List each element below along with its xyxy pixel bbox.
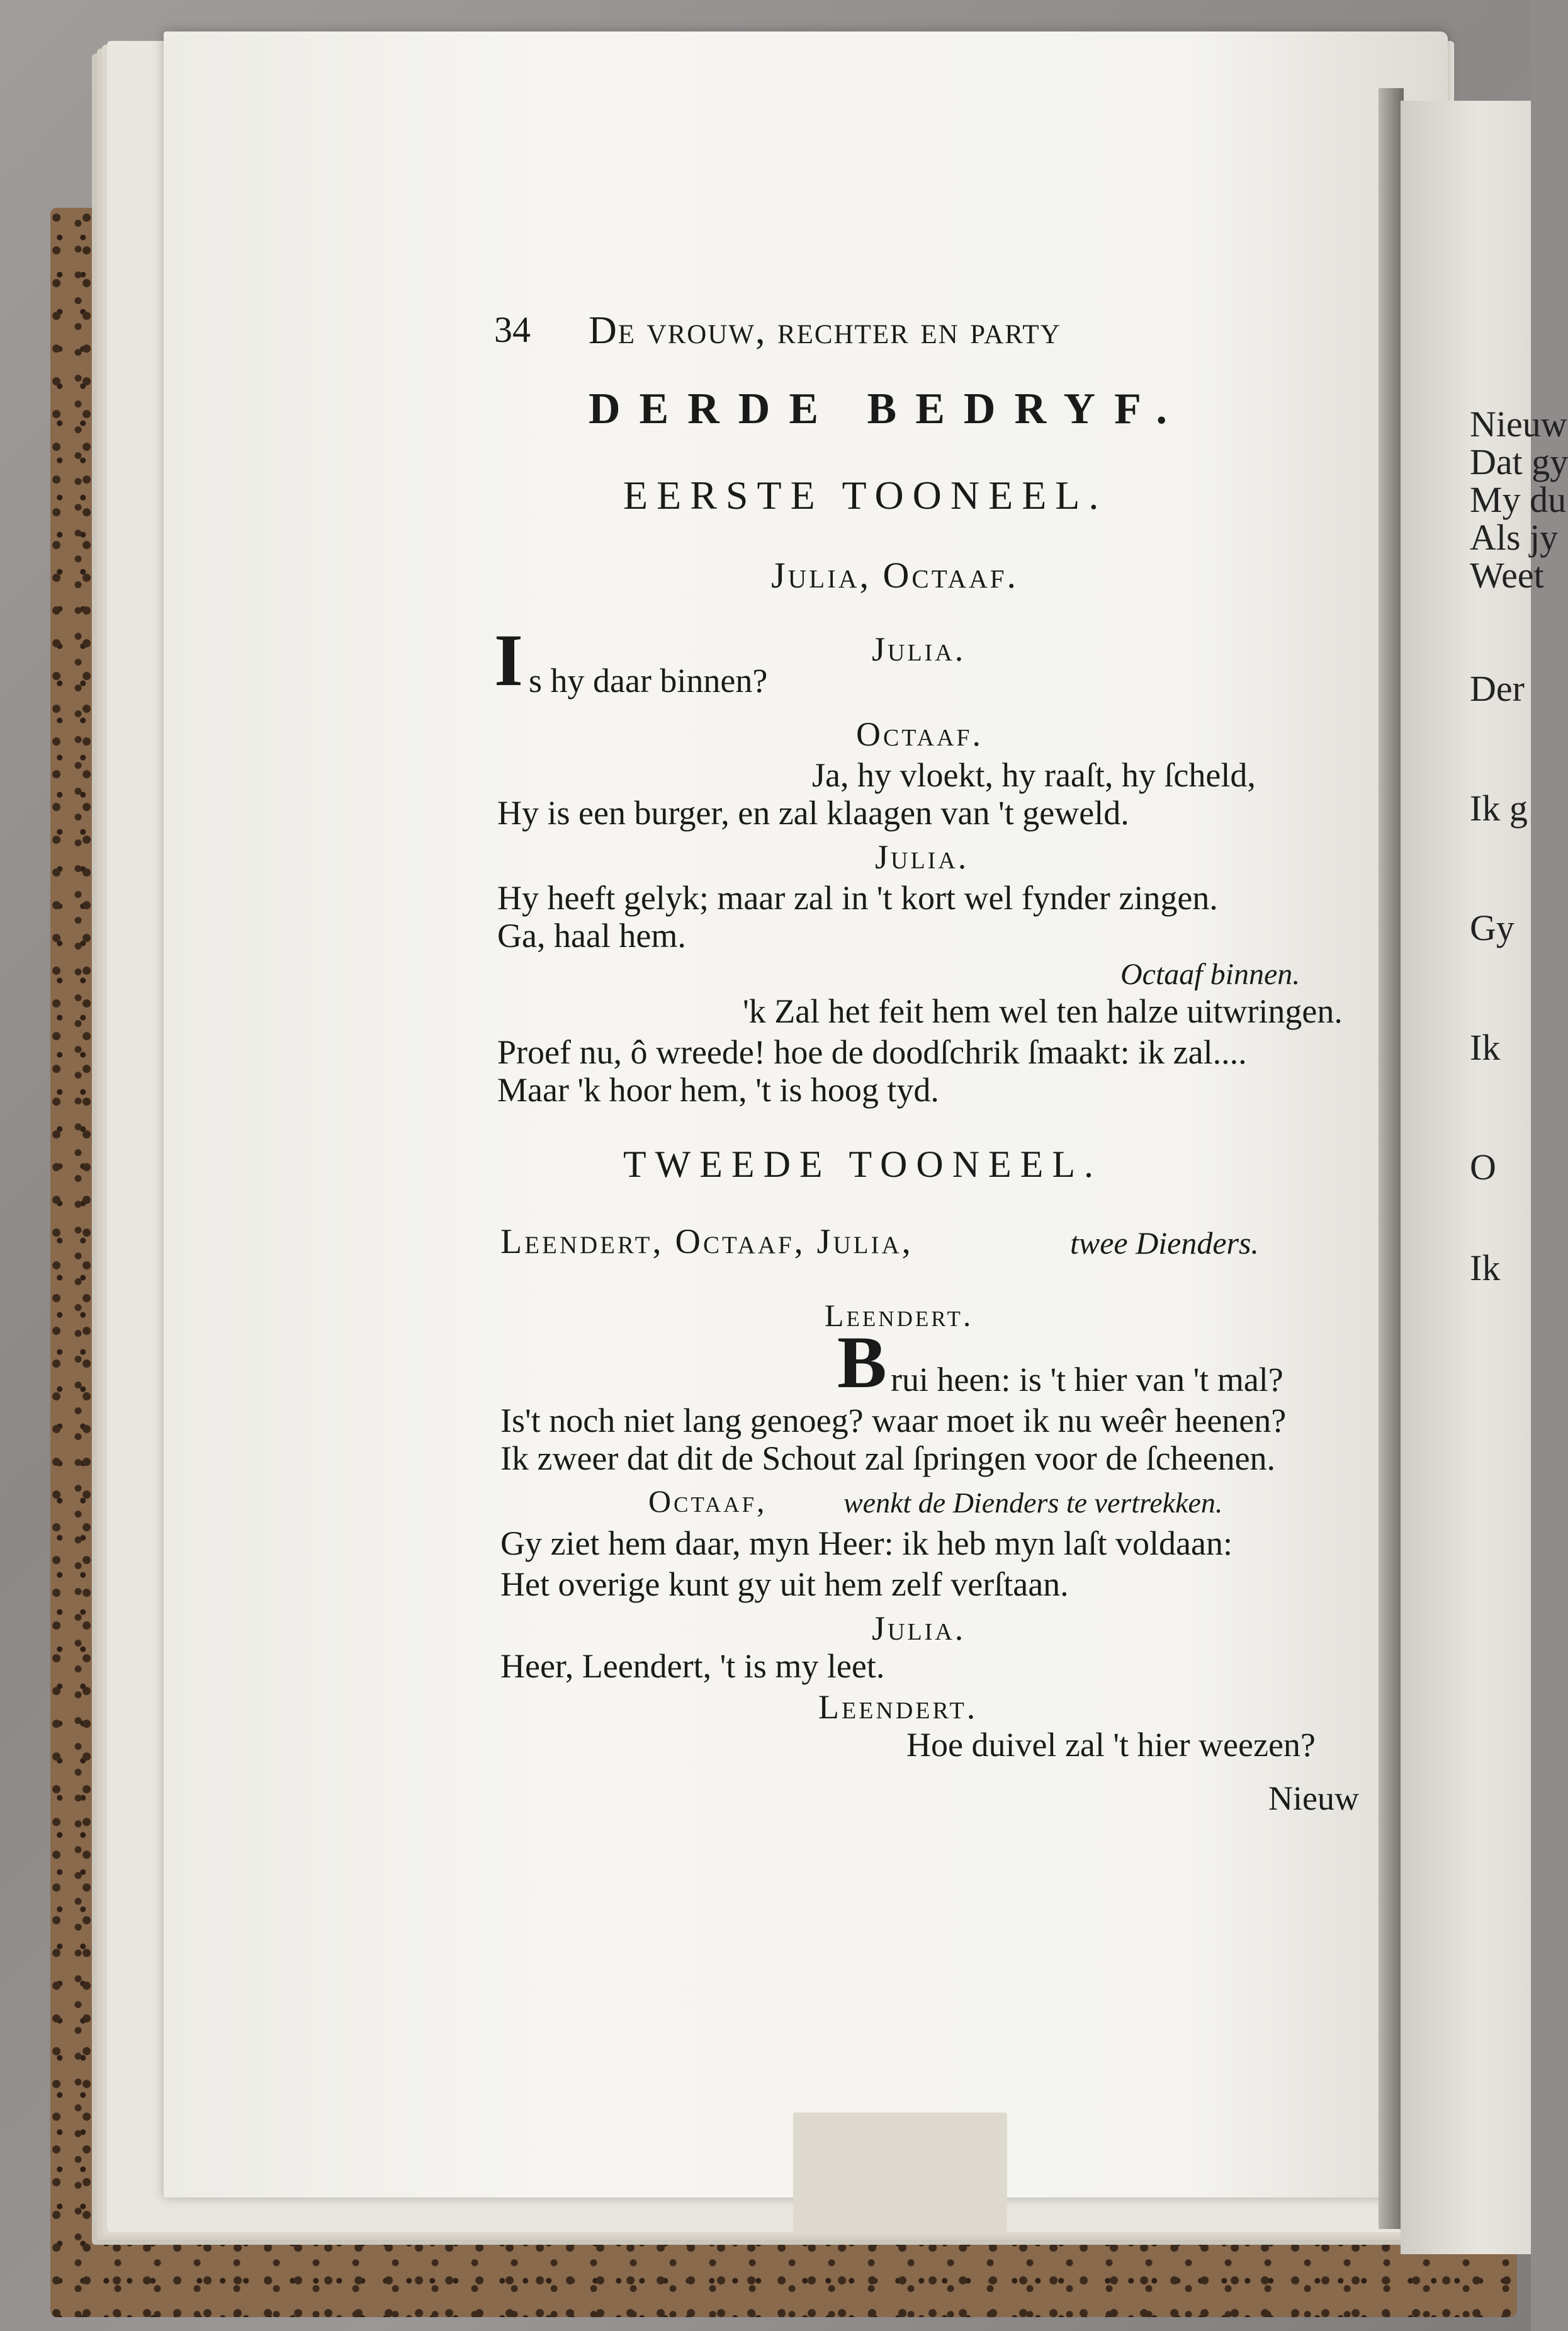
facing-page-fragment: Nieuw <box>1470 404 1567 445</box>
verse-line: Proef nu, ô wreede! hoe de doodſchrik ſmaakt: ik zal.... <box>497 1033 1247 1071</box>
scene2-cast: Leendert, Octaaf, Julia, <box>500 1222 913 1261</box>
facing-page-fragment: O <box>1470 1147 1496 1188</box>
scene2-cast-extra: twee Dienders. <box>1070 1225 1259 1261</box>
drop-cap: I <box>494 619 523 701</box>
facing-page-fragment: Dat gy <box>1470 441 1568 482</box>
verse-line: Maar 'k hoor hem, 't is hoog tyd. <box>497 1071 939 1109</box>
verse-line: 'k Zal het feit hem wel ten halze uitwringen. <box>743 992 1343 1030</box>
stage-direction: wenkt de Dienders te vertrekken. <box>843 1487 1223 1519</box>
verse-line: Heer, Leendert, 't is my leet. <box>500 1647 885 1685</box>
speaker-label: Leendert. <box>818 1688 978 1726</box>
facing-page-fragment: Weet <box>1470 555 1544 596</box>
verse-line: Ik zweer dat dit de Schout zal ſpringen voor de ſcheenen. <box>500 1439 1276 1477</box>
verse-line: Hoe duivel zal 't hier weezen? <box>906 1726 1316 1764</box>
catchword: Nieuw <box>1268 1779 1359 1817</box>
facing-page-fragment: Ik <box>1470 1027 1501 1068</box>
verse-line: Is't noch niet lang genoeg? waar moet ik nu weêr heenen? <box>500 1402 1287 1439</box>
speaker-label: Julia. <box>872 630 966 668</box>
facing-page-fragment: Der <box>1470 668 1525 709</box>
running-title: De vrouw, rechter en party <box>589 309 1061 352</box>
verse-line: Ja, hy vloekt, hy raaſt, hy ſcheld, <box>812 756 1256 794</box>
scene1-heading: EERSTE TOONEEL. <box>623 473 1108 518</box>
verse-line: Gy ziet hem daar, myn Heer: ik heb myn laſt voldaan: <box>500 1524 1232 1562</box>
page-number: 34 <box>494 309 531 350</box>
scene2-heading: TWEEDE TOONEEL. <box>623 1143 1102 1185</box>
speaker-label: Julia. <box>872 1609 966 1647</box>
stage-direction: Octaaf binnen. <box>1120 958 1300 991</box>
verse-line: Het overige kunt gy uit hem zelf verſtaan. <box>500 1565 1069 1603</box>
verse-line: Hy heeft gelyk; maar zal in 't kort wel fynder zingen. <box>497 879 1218 917</box>
act-heading: DERDE BEDRYF. <box>589 385 1186 433</box>
facing-page-fragment: Ik <box>1470 1247 1501 1288</box>
verse-line: Hy is een burger, en zal klaagen van 't geweld. <box>497 794 1129 832</box>
verse-line: s hy daar binnen? <box>529 662 768 700</box>
facing-page-fragment: Als jy <box>1470 517 1559 558</box>
facing-page-fragment: Ik g <box>1470 788 1528 829</box>
drop-cap: B <box>837 1321 887 1404</box>
speaker-label: Octaaf, <box>648 1483 767 1519</box>
verse-line: rui heen: is 't hier van 't mal? <box>891 1361 1283 1398</box>
facing-page-fragment: My du <box>1470 479 1567 520</box>
speaker-label: Julia. <box>875 838 969 876</box>
scene1-cast: Julia, Octaaf. <box>771 555 1019 596</box>
verse-line: Ga, haal hem. <box>497 917 686 955</box>
speaker-label: Leendert. <box>825 1298 974 1333</box>
speaker-label: Octaaf. <box>856 715 984 753</box>
facing-page-fragment: Gy <box>1470 907 1514 948</box>
